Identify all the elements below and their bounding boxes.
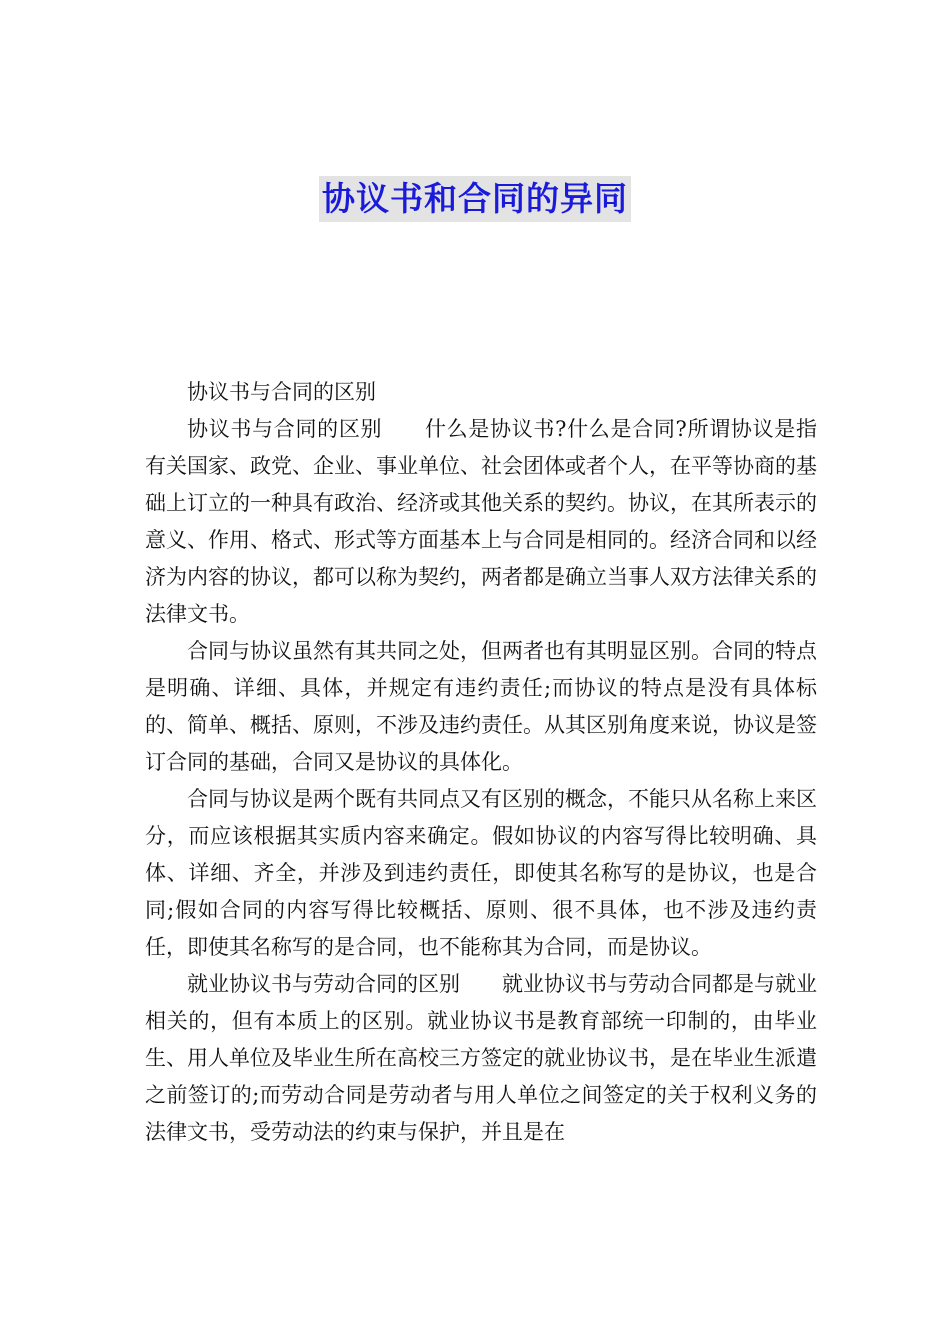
paragraph-1-text: 什么是协议书?什么是合同?所谓协议是指有关国家、政党、企业、事业单位、社会团体或者个人，在平等协商的基础上订立的一种具有政治、经济或其他关系的契约。协议，在其所表示的意义、作用、格式、形式等方面基本上与合同是相同的。经济合同和以经济为内容的协议，都可以称为契约，两者都是确立当事人双方法律关系的法律文书。 xyxy=(145,417,817,626)
section-heading: 协议书与合同的区别 xyxy=(187,380,376,404)
document-body xyxy=(145,374,817,1151)
paragraph-4 xyxy=(145,966,817,1151)
paragraph-4-text: 就业协议书与劳动合同都是与就业相关的，但有本质上的区别。就业协议书是教育部统一印制的，由毕业生、用人单位及毕业生所在高校三方签定的就业协议书，是在毕业生派遣之前签订的;而劳动合同是劳动者与用人单位之间签定的关于权利义务的法律文书，受劳动法的约束与保护，并且是在 xyxy=(145,972,817,1144)
inline-section-label: 协议书与合同的区别 xyxy=(187,417,383,441)
paragraph-2: 合同与协议虽然有其共同之处，但两者也有其明显区别。合同的特点是明确、详细、具体，并规定有违约责任;而协议的特点是没有具体标的、简单、概括、原则，不涉及违约责任。从其区别角度来说，协议是签订合同的基础，合同又是协议的具体化。 xyxy=(145,639,817,774)
title-area xyxy=(0,176,950,222)
inline-section-label: 就业协议书与劳动合同的区别 xyxy=(187,972,460,996)
paragraph-3: 合同与协议是两个既有共同点又有区别的概念，不能只从名称上来区分，而应该根据其实质内容来确定。假如协议的内容写得比较明确、具体、详细、齐全，并涉及到违约责任，即使其名称写的是协议，也是合同;假如合同的内容写得比较概括、原则、很不具体，也不涉及违约责任，即使其名称写的是合同，也不能称其为合同，而是协议。 xyxy=(145,787,817,959)
document-title: 协议书和合同的异同 xyxy=(319,176,631,222)
paragraph-1 xyxy=(145,411,817,633)
